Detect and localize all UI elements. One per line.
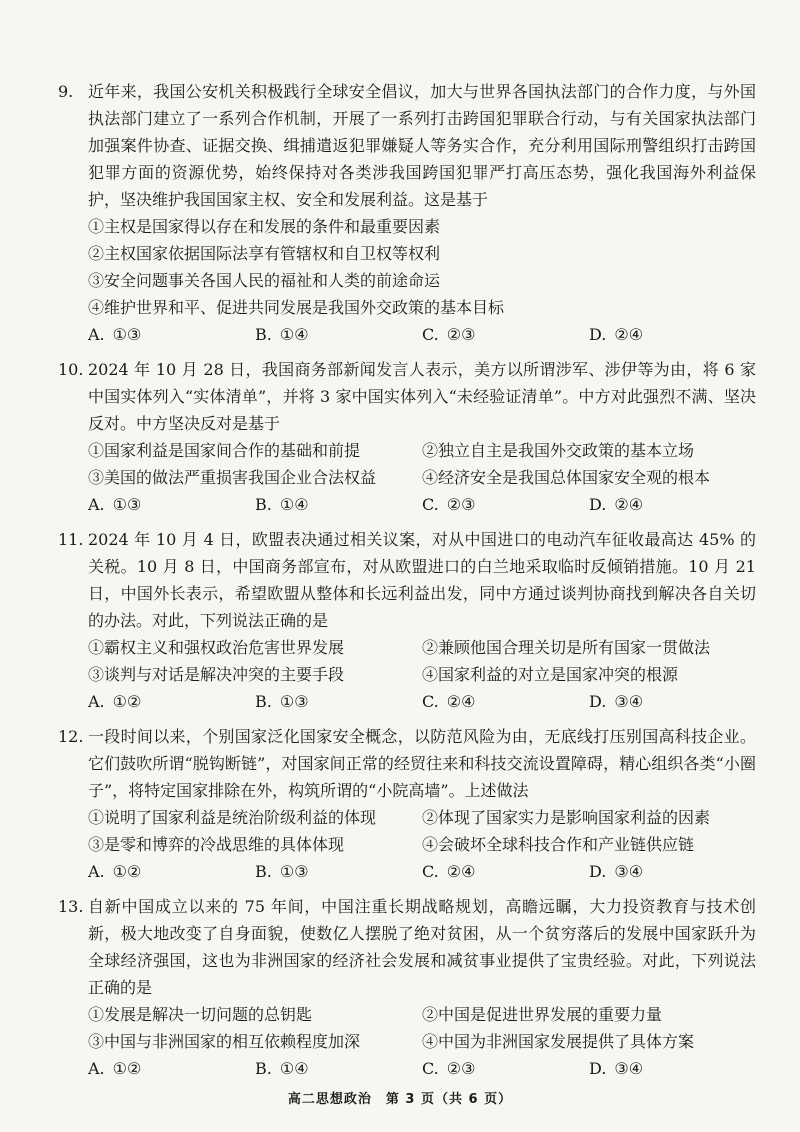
option-d[interactable] bbox=[589, 858, 756, 885]
statement-2: ②中国是促进世界发展的重要力量 bbox=[422, 1005, 663, 1024]
option-text: ③④ bbox=[614, 1059, 644, 1078]
statement-1: ①说明了国家利益是统治阶级利益的体现 bbox=[88, 808, 377, 827]
statement-4: ④国家利益的对立是国家冲突的根源 bbox=[422, 665, 679, 684]
statement-2: ②兼顾他国合理关切是所有国家一贯做法 bbox=[422, 638, 711, 657]
option-a[interactable] bbox=[88, 688, 255, 715]
statement-4: ④中国为非洲国家发展提供了具体方案 bbox=[422, 1032, 695, 1051]
statement-4: ④会破坏全球科技合作和产业链供应链 bbox=[422, 835, 695, 854]
option-letter: C. bbox=[422, 495, 439, 514]
option-list bbox=[58, 491, 756, 518]
option-text: ③④ bbox=[614, 862, 644, 881]
option-letter: B. bbox=[255, 692, 272, 711]
statement-2: ②体现了国家实力是影响国家利益的因素 bbox=[422, 808, 711, 827]
stem-text: 自新中国成立以来的 75 年间，中国注重长期战略规划，高瞻远瞩，大力投资教育与技术创新，极大地改变了自身面貌，使数亿人摆脱了绝对贫困，从一个贫穷落后的发展中国家跃升为全球经济强国，这也为非洲国家的经济社会发展和减贫事业提供了宝贵经验。对此，下列说法正确的是 bbox=[88, 897, 756, 997]
option-b[interactable] bbox=[255, 1055, 422, 1082]
question-number: 13. bbox=[58, 897, 84, 916]
question-stem bbox=[58, 526, 756, 634]
statement-2: ②独立自主是我国外交政策的基本立场 bbox=[422, 441, 695, 460]
statement-1: ①国家利益是国家间合作的基础和前提 bbox=[88, 441, 361, 460]
option-c[interactable] bbox=[422, 858, 589, 885]
option-letter: B. bbox=[255, 862, 272, 881]
page-footer: 高二思想政治 第 3 页（共 6 页） bbox=[287, 1092, 513, 1107]
stem-text: 近年来，我国公安机关积极践行全球安全倡议，加大与世界各国执法部门的合作力度，与外国执法部门建立了一系列合作机制，开展了一系列打击跨国犯罪联合行动，与有关国家执法部门加强案件协查、证据交换、缉捕遣返犯罪嫌疑人等务实合作，充分利用国际刑警组织打击跨国犯罪方面的资源优势，始终保持对各类涉我国跨国犯罪严打高压态势，强化我国海外利益保护，坚决维护我国国家主权、安全和发展利益。这是基于 bbox=[88, 82, 756, 209]
option-b[interactable] bbox=[255, 858, 422, 885]
statement-list bbox=[58, 634, 756, 688]
option-list bbox=[58, 858, 756, 885]
option-text: ①③ bbox=[112, 325, 142, 344]
option-letter: C. bbox=[422, 692, 439, 711]
option-list bbox=[58, 321, 756, 348]
option-text: ①③ bbox=[112, 495, 142, 514]
question-stem bbox=[58, 78, 756, 213]
option-text: ②④ bbox=[614, 325, 644, 344]
statement-1: ①发展是解决一切问题的总钥匙 bbox=[88, 1005, 313, 1024]
option-c[interactable] bbox=[422, 491, 589, 518]
option-text: ①④ bbox=[279, 325, 309, 344]
question-10 bbox=[58, 356, 756, 518]
statement-list bbox=[58, 1001, 756, 1055]
option-d[interactable] bbox=[589, 1055, 756, 1082]
stem-text: 2024 年 10 月 28 日，我国商务部新闻发言人表示，美方以所谓涉军、涉伊等为由，将 6 家中国实体列入“实体清单”，并将 3 家中国实体列入“未经验证清单”。中方对此强烈不满、坚决反对。中方坚决反对是基于 bbox=[88, 360, 756, 433]
question-number: 9. bbox=[58, 82, 74, 101]
option-text: ①③ bbox=[279, 692, 309, 711]
option-letter: B. bbox=[255, 325, 272, 344]
statement-3: ③谈判与对话是解决冲突的主要手段 bbox=[88, 665, 345, 684]
question-stem bbox=[58, 723, 756, 804]
stem-text: 2024 年 10 月 4 日，欧盟表决通过相关议案，对从中国进口的电动汽车征收最高达 45% 的关税。10 月 8 日，中国商务部宣布，对从欧盟进口的白兰地采取临时反倾销措施。10 月 21 日，中国外长表示，希望欧盟从整体和长远利益出发，同中方通过谈判协商找到解决各自关切的办法。对此，下列说法正确的是 bbox=[88, 530, 756, 630]
option-letter: D. bbox=[589, 862, 607, 881]
option-letter: C. bbox=[422, 1059, 439, 1078]
option-text: ①② bbox=[112, 692, 142, 711]
option-d[interactable] bbox=[589, 491, 756, 518]
option-text: ②③ bbox=[446, 1059, 476, 1078]
option-letter: D. bbox=[589, 1059, 607, 1078]
option-b[interactable] bbox=[255, 491, 422, 518]
option-text: ①④ bbox=[279, 495, 309, 514]
statement-3: ③中国与非洲国家的相互依赖程度加深 bbox=[88, 1032, 361, 1051]
option-list bbox=[58, 688, 756, 715]
statement-1: ①霸权主义和强权政治危害世界发展 bbox=[88, 638, 345, 657]
option-letter: A. bbox=[88, 325, 105, 344]
statement-3: ③安全问题事关各国人民的福祉和人类的前途命运 bbox=[88, 271, 441, 290]
option-letter: A. bbox=[88, 862, 105, 881]
question-stem bbox=[58, 356, 756, 437]
option-letter: D. bbox=[589, 692, 607, 711]
option-letter: A. bbox=[88, 1059, 105, 1078]
option-text: ②④ bbox=[446, 862, 476, 881]
option-letter: C. bbox=[422, 325, 439, 344]
option-letter: C. bbox=[422, 862, 439, 881]
option-c[interactable] bbox=[422, 321, 589, 348]
statement-list bbox=[58, 437, 756, 491]
option-d[interactable] bbox=[589, 321, 756, 348]
stem-text: 一段时间以来，个别国家泛化国家安全概念，以防范风险为由，无底线打压别国高科技企业。它们鼓吹所谓“脱钩断链”，对国家间正常的经贸往来和科技交流设置障碍，精心组织各类“小圈子”，将特定国家排除在外，构筑所谓的“小院高墙”。上述做法 bbox=[88, 727, 756, 800]
option-b[interactable] bbox=[255, 321, 422, 348]
option-d[interactable] bbox=[589, 688, 756, 715]
option-text: ②④ bbox=[614, 495, 644, 514]
statement-4: ④维护世界和平、促进共同发展是我国外交政策的基本目标 bbox=[88, 298, 505, 317]
option-text: ①② bbox=[112, 862, 142, 881]
statement-1: ①主权是国家得以存在和发展的条件和最重要因素 bbox=[88, 217, 441, 236]
option-letter: B. bbox=[255, 1059, 272, 1078]
question-12 bbox=[58, 723, 756, 885]
option-letter: A. bbox=[88, 495, 105, 514]
option-text: ②③ bbox=[446, 325, 476, 344]
question-stem bbox=[58, 893, 756, 1001]
option-a[interactable] bbox=[88, 321, 255, 348]
option-c[interactable] bbox=[422, 688, 589, 715]
option-c[interactable] bbox=[422, 1055, 589, 1082]
option-letter: D. bbox=[589, 495, 607, 514]
question-9 bbox=[58, 78, 756, 348]
option-text: ①③ bbox=[279, 862, 309, 881]
option-text: ③④ bbox=[614, 692, 644, 711]
option-letter: B. bbox=[255, 495, 272, 514]
option-letter: A. bbox=[88, 692, 105, 711]
option-text: ②③ bbox=[446, 495, 476, 514]
statement-list bbox=[58, 213, 756, 321]
question-number: 10. bbox=[58, 360, 84, 379]
option-a[interactable] bbox=[88, 858, 255, 885]
statement-4: ④经济安全是我国总体国家安全观的根本 bbox=[422, 468, 711, 487]
option-text: ①② bbox=[112, 1059, 142, 1078]
question-number: 11. bbox=[58, 530, 84, 549]
option-list bbox=[58, 1055, 756, 1082]
option-text: ②④ bbox=[446, 692, 476, 711]
question-13 bbox=[58, 893, 756, 1082]
statement-3: ③美国的做法严重损害我国企业合法权益 bbox=[88, 468, 377, 487]
statement-list bbox=[58, 804, 756, 858]
question-11 bbox=[58, 526, 756, 715]
option-a[interactable] bbox=[88, 1055, 255, 1082]
question-number: 12. bbox=[58, 727, 84, 746]
option-text: ①④ bbox=[279, 1059, 309, 1078]
statement-3: ③是零和博弈的冷战思维的具体体现 bbox=[88, 835, 345, 854]
option-letter: D. bbox=[589, 325, 607, 344]
option-b[interactable] bbox=[255, 688, 422, 715]
statement-2: ②主权国家依据国际法享有管辖权和自卫权等权利 bbox=[88, 244, 441, 263]
option-a[interactable] bbox=[88, 491, 255, 518]
